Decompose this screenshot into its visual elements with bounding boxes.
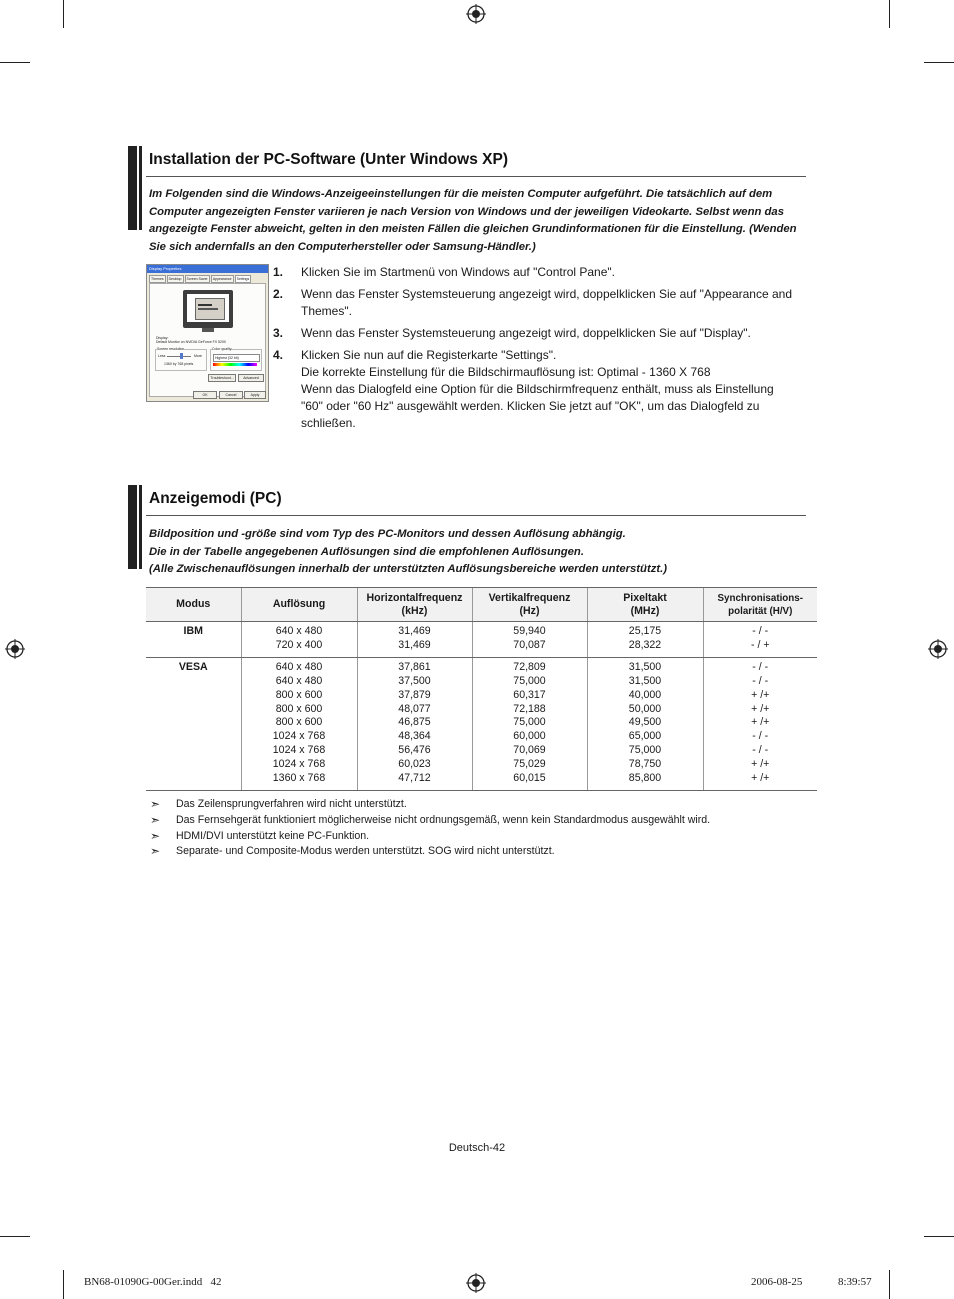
cell-value: 75,000 [628,744,662,757]
list-item: ➣ HDMI/DVI unterstützt keine PC-Funktion. [150,828,370,843]
section-marker-bar [139,146,142,230]
slug-time: 8:39:57 [838,1276,872,1288]
cell-polarity [703,622,817,658]
cell-value: + /+ [751,772,770,785]
table-header-row [146,588,817,622]
list-item [273,325,813,342]
crop-mark [0,1236,30,1237]
cell-value: 70,087 [513,638,546,651]
dialog-tab: Themes [151,277,164,281]
cell-vfreq [472,657,587,790]
list-item: ➣ Separate- und Composite-Modus werden unterstützt. SOG wird nicht unterstützt. [150,844,555,859]
step-text: Wenn das Fenster Systemsteuerung angezeigt wird, doppelklicken Sie auf "Appearance and Themes". [301,287,792,318]
cell-value: 49,500 [628,716,662,729]
cell-value: 640 x 480 [275,674,323,687]
cell-value: + /+ [751,688,770,701]
cell-value: 1024 x 768 [272,744,326,757]
section-marker-bar [139,485,142,569]
cell-pixel [587,657,703,790]
cell-mode: VESA [146,657,241,790]
cell-value: 31,500 [628,660,662,673]
cell-value: + /+ [751,758,770,771]
page-number: Deutsch-42 [448,1142,506,1154]
column-header-mode: Modus [146,588,241,622]
cell-mode: IBM [146,622,241,658]
cell-value: 720 x 400 [275,638,323,651]
list-item [273,264,813,281]
dialog-display-label: Display: [156,336,169,340]
cell-value: 31,500 [628,674,662,687]
crop-mark [924,1236,954,1237]
dialog-ok-button: OK [193,391,217,399]
cell-value: 640 x 480 [275,660,323,673]
section-rule [146,176,806,177]
dialog-resolution-value: 1360 by 768 pixels [164,362,194,366]
cell-value: 31,469 [398,638,431,651]
cell-hfreq [357,622,472,658]
arrow-icon: ➣ [150,844,161,859]
list-item: ➣ Das Fernsehgerät funktioniert möglicherweise nicht ordnungsgemäß, wenn kein Standardmodus ausgewählt wird. [150,812,711,827]
step-number: 1. [273,265,284,279]
cell-value: 72,188 [513,702,546,715]
dialog-tab: Screen Saver [186,277,208,281]
dialog-less-label: Less [158,354,166,358]
arrow-icon: ➣ [150,812,161,827]
cell-polarity [703,657,817,790]
registration-mark-icon [466,4,486,24]
section-rule [146,515,806,516]
step-number: 3. [273,326,284,340]
table-row [146,622,817,658]
cell-value: 75,000 [513,674,546,687]
step-text: Wenn das Fenster Systemsteuerung angezeigt wird, doppelklicken Sie auf "Display". [301,326,751,340]
dialog-apply-button: Apply [244,391,266,399]
column-header-pixelclock: Pixeltakt (MHz) [587,588,703,622]
cell-resolution [241,622,357,658]
dialog-tab: Desktop [168,277,182,281]
cell-value: 40,000 [628,688,662,701]
cell-value: 70,069 [513,744,546,757]
step-number: 2. [273,287,284,301]
cell-value: 800 x 600 [275,716,323,729]
crop-mark [889,1270,890,1299]
dialog-resolution-label: Screen resolution [157,347,185,351]
section-title: Anzeigemodi (PC) [149,490,282,507]
dialog-title: Display Properties [147,265,268,273]
notes-list [150,797,710,860]
slug-date: 2006-08-25 [751,1276,803,1288]
column-header-polarity: Synchronisations- polarität (H/V) [703,588,817,622]
cell-value: 75,029 [513,758,546,771]
column-header-hfreq: Horizontalfrequenz (kHz) [357,588,472,622]
cell-value: 59,940 [513,625,546,637]
cell-vfreq [472,622,587,658]
display-properties-screenshot [146,264,269,402]
cell-value: 60,023 [398,758,431,771]
column-header-vfreq: Vertikalfrequenz (Hz) [472,588,587,622]
cell-value: 640 x 480 [275,625,323,637]
section-intro: Im Folgenden sind die Windows-Anzeigeeinstellungen für die meisten Computer aufgeführt. Die tatsächlich auf dem Computer angezeigten Fenster variieren je nach Version von Windows und der jeweiligen Videokarte. Selbst wenn das angezeigte Fenster abweicht, gelten in den meisten Fällen die gleichen Grundinformationen für die Einstellung. (Wenden Sie sich andernfalls an den Computerhersteller oder Samsung-Händler.) [149,188,797,253]
list-item: ➣ Das Zeilensprungverfahren wird nicht unterstützt. [150,797,407,811]
cell-resolution [241,657,357,790]
cell-value: 800 x 600 [275,702,323,715]
crop-mark [0,62,30,63]
cell-value: 78,750 [628,758,662,771]
dialog-more-label: More [194,354,202,358]
dialog-tab-settings: Settings [236,277,250,281]
section-marker-bar [128,485,137,569]
step-text: Klicken Sie nun auf die Registerkarte "Settings". Die korrekte Einstellung für die Bildschirmauflösung ist: Optimal - 1360 X 768 Wenn das Dialogfeld eine Option für die Bildschirmfrequenz enthält, muss als Einstellung "60" oder "60 Hz" ausgewählt werden. Klicken Sie jetzt auf "OK", um das Dialogfeld zu schließen. [301,348,774,430]
cell-value: + /+ [751,702,770,715]
cell-value: - / - [752,730,769,743]
cell-value: 50,000 [628,702,662,715]
arrow-icon: ➣ [150,828,161,843]
cell-value: 60,000 [513,730,546,743]
cell-value: 1024 x 768 [272,730,326,743]
dialog-troubleshoot-button: Troubleshoot... [208,374,236,382]
cell-value: 47,712 [398,772,431,785]
section-intro: Bildposition und -größe sind vom Typ des PC-Monitors und dessen Auflösung abhängig. Die in der Tabelle angegebenen Auflösungen sind die empfohlenen Auflösungen. (Alle Zwischenauflösungen innerhalb der unterstützten Auflösungsbereiche werden unterstützt.) [149,528,668,576]
cell-value: 37,500 [398,674,431,687]
cell-value: - / - [752,744,769,757]
cell-value: 65,000 [628,730,662,743]
cell-value: 85,800 [628,772,662,785]
cell-value: + /+ [751,716,770,729]
cell-value: 37,879 [398,688,431,701]
crop-mark [889,0,890,28]
table-row [146,657,817,790]
cell-value: 37,861 [398,660,431,673]
crop-mark [924,62,954,63]
cell-value: 31,469 [398,625,431,637]
list-item [273,286,813,320]
dialog-display-value: Default Monitor on NVIDIA GeForce FX 5200 [156,340,226,344]
monitor-icon [183,290,233,328]
cell-value: 72,809 [513,660,546,673]
slug-filename: BN68-01090G-00Ger.indd 42 [84,1276,222,1288]
registration-mark-icon [928,639,948,659]
registration-mark-icon [466,1273,486,1293]
dialog-cancel-button: Cancel [219,391,243,399]
resolution-slider-handle [180,353,183,359]
cell-value: 60,317 [513,688,546,701]
crop-mark [63,1270,64,1299]
dialog-tab: Appearance [212,277,232,281]
column-header-resolution: Auflösung [241,588,357,622]
cell-value: 56,476 [398,744,431,757]
cell-value: 48,077 [398,702,431,715]
arrow-icon: ➣ [150,797,161,811]
cell-value: - / - [752,660,769,673]
cell-value: 800 x 600 [275,688,323,701]
dialog-color-label: Color quality [212,347,232,351]
registration-mark-icon [5,639,25,659]
cell-pixel [587,622,703,658]
steps-list [273,264,813,437]
cell-value: - / + [750,638,770,651]
cell-value: 75,000 [513,716,546,729]
cell-value: 1024 x 768 [272,758,326,771]
cell-value: 25,175 [628,625,662,637]
cell-value: - / - [752,625,769,637]
cell-value: 60,015 [513,772,546,785]
display-modes-table [146,587,817,791]
dialog-advanced-button: Advanced [238,374,264,382]
cell-value: 46,875 [398,716,431,729]
cell-value: - / - [752,674,769,687]
list-item [273,347,813,432]
crop-mark [63,0,64,28]
cell-hfreq [357,657,472,790]
step-number: 4. [273,348,284,362]
cell-value: 28,322 [628,638,662,651]
section-title: Installation der PC-Software (Unter Windows XP) [149,151,508,168]
section-marker-bar [128,146,137,230]
dialog-color-select: Highest (32 bit) [213,354,260,362]
cell-value: 1360 x 768 [272,772,326,785]
step-text: Klicken Sie im Startmenü von Windows auf "Control Pane". [301,265,615,279]
cell-value: 48,364 [398,730,431,743]
